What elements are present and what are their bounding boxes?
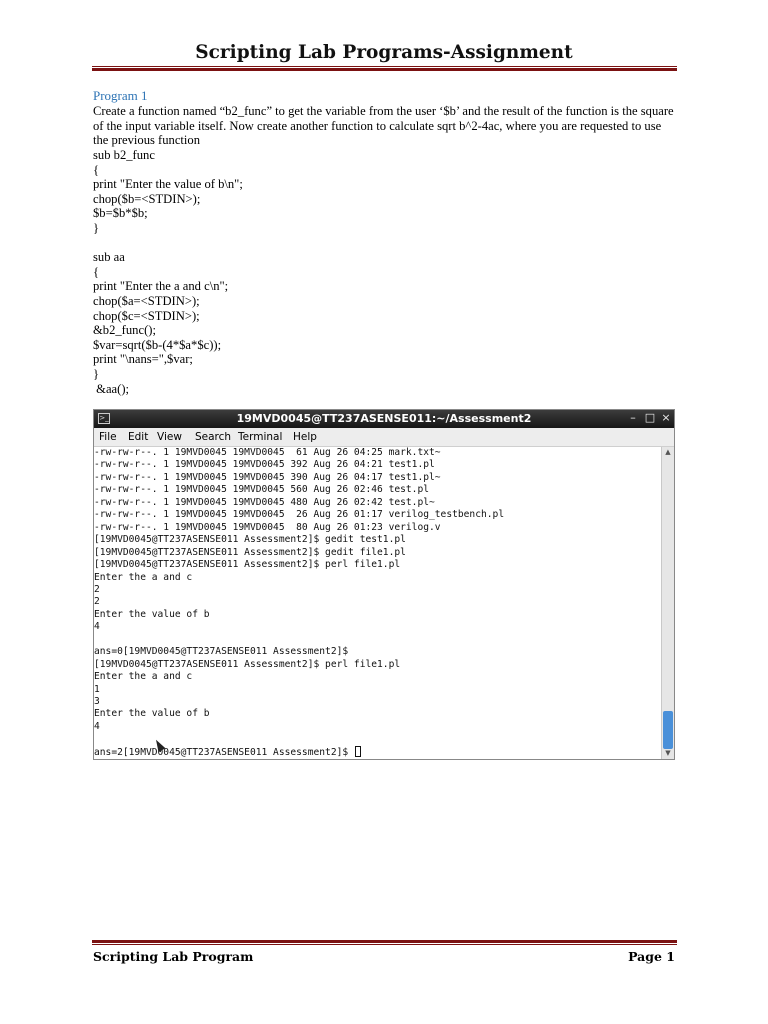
terminal-line: 2: [94, 583, 100, 595]
scroll-down-icon[interactable]: ▼: [665, 749, 671, 757]
terminal-line: Enter the value of b: [94, 708, 210, 720]
menu-edit[interactable]: Edit: [128, 431, 149, 443]
maximize-icon[interactable]: □: [644, 411, 656, 424]
terminal-line: -rw-rw-r--. 1 19MVD0045 19MVD0045 480 Aug 26 02:42 test.pl~: [94, 496, 435, 508]
terminal-cursor: [355, 746, 361, 757]
terminal-line: 4: [94, 621, 100, 633]
terminal-scrollbar[interactable]: [661, 447, 674, 759]
terminal-output[interactable]: [94, 447, 660, 759]
header-rule-thick: [92, 68, 677, 71]
menu-view[interactable]: View: [157, 431, 182, 443]
program-description: Create a function named “b2_func” to get the variable from the user ‘$b’ and the result of the function is the square of the input variable itself. Now create another function to calculate sqrt b^2-4ac, where you are requested to use the previous function: [93, 104, 674, 148]
terminal-line: 1: [94, 683, 100, 695]
terminal-line: [19MVD0045@TT237ASENSE011 Assessment2]$ gedit file1.pl: [94, 546, 406, 558]
terminal-line: 2: [94, 596, 100, 608]
terminal-line: Enter the value of b: [94, 608, 210, 620]
menu-help[interactable]: Help: [293, 431, 317, 443]
terminal-line: [19MVD0045@TT237ASENSE011 Assessment2]$ perl file1.pl: [94, 658, 401, 670]
header-rule-thin: [92, 66, 677, 67]
terminal-app-icon[interactable]: >_: [99, 414, 109, 422]
scroll-up-icon[interactable]: ▲: [665, 448, 671, 456]
footer-title: Scripting Lab Program: [93, 949, 254, 964]
footer-rule-thick: [92, 940, 677, 943]
close-icon[interactable]: ×: [661, 411, 671, 424]
code-listing: sub b2_func { print "Enter the value of b\n"; chop($b=<STDIN>); $b=$b*$b; } sub aa { print "Enter the a and c\n"; chop($a=<STDIN>); chop($c=<STDIN>); &b2_func(); $var=sqrt($b-(4*$a*$c)); print "\nans=",$var; } &aa();: [93, 148, 243, 396]
terminal-line: -rw-rw-r--. 1 19MVD0045 19MVD0045 80 Aug 26 01:23 verilog.v: [94, 521, 441, 533]
program-heading: Program 1: [93, 88, 148, 103]
terminal-line: Enter the a and c: [94, 571, 193, 583]
terminal-line: 4: [94, 720, 100, 732]
terminal-line: -rw-rw-r--. 1 19MVD0045 19MVD0045 390 Aug 26 04:17 test1.pl~: [94, 471, 441, 483]
terminal-line: Enter the a and c: [94, 671, 193, 683]
terminal-line: ans=2[19MVD0045@TT237ASENSE011 Assessment2]$: [94, 746, 361, 758]
terminal-window[interactable]: [93, 409, 675, 760]
terminal-title: 19MVD0045@TT237ASENSE011:~/Assessment2: [236, 412, 532, 425]
terminal-line: ans=0[19MVD0045@TT237ASENSE011 Assessment2]$: [94, 646, 349, 658]
page-title: Scripting Lab Programs-Assignment: [195, 42, 573, 63]
terminal-menubar: [94, 428, 674, 447]
terminal-line: [19MVD0045@TT237ASENSE011 Assessment2]$ perl file1.pl: [94, 559, 401, 571]
terminal-line: -rw-rw-r--. 1 19MVD0045 19MVD0045 392 Aug 26 04:21 test1.pl: [94, 459, 435, 471]
scroll-thumb[interactable]: [663, 711, 673, 749]
minimize-icon[interactable]: –: [630, 411, 636, 424]
page-number: Page 1: [628, 949, 675, 964]
terminal-line: -rw-rw-r--. 1 19MVD0045 19MVD0045 61 Aug 26 04:25 mark.txt~: [94, 447, 441, 458]
terminal-titlebar[interactable]: [94, 410, 674, 428]
terminal-line: 3: [94, 696, 100, 707]
menu-file[interactable]: File: [99, 431, 117, 443]
terminal-line: -rw-rw-r--. 1 19MVD0045 19MVD0045 26 Aug 26 01:17 verilog_testbench.pl: [94, 509, 505, 521]
menu-terminal[interactable]: Terminal: [238, 431, 283, 443]
terminal-line: -rw-rw-r--. 1 19MVD0045 19MVD0045 560 Aug 26 02:46 test.pl: [94, 484, 430, 496]
terminal-line: [19MVD0045@TT237ASENSE011 Assessment2]$ gedit test1.pl: [94, 534, 406, 546]
footer-rule-thin: [92, 944, 677, 945]
menu-search[interactable]: Search: [195, 431, 232, 443]
